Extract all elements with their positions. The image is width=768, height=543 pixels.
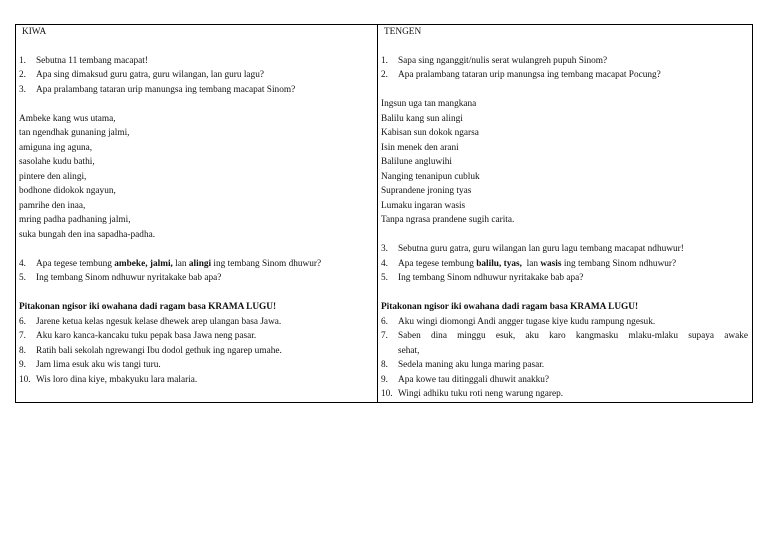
question-item: 4. Apa tegese tembung ambeke, jalmi, lan alingi ing tembang Sinom dhuwur? bbox=[19, 257, 374, 272]
question-item: 6. Jarene ketua kelas ngesuk kelase dhewek arep ulangan basa Jawa. bbox=[19, 316, 282, 327]
question-item: 9. Jam lima esuk aku wis tangi turu. bbox=[19, 360, 161, 370]
question-item: 1. Sapa sing nganggit/nulis serat wulangreh pupuh Sinom? bbox=[381, 55, 608, 66]
poem-line: Suprandene jroning tyas bbox=[381, 186, 472, 196]
poem-line: pintere den alingi, bbox=[19, 171, 87, 182]
poem-line: tan ngendhak gunaning jalmi, bbox=[19, 128, 130, 138]
poem-line: Ingsun uga tan mangkana bbox=[381, 99, 477, 109]
poem-line: Lumaku ingaran wasis bbox=[381, 200, 466, 211]
question-continuation: sehat, bbox=[398, 345, 420, 356]
poem-line: mring padha padhaning jalmi, bbox=[19, 215, 131, 225]
question-item: 4. Apa tegese tembung balilu, tyas, lan wasis ing tembang Sinom ndhuwur? bbox=[381, 257, 748, 272]
poem-line: pamrihe den inaa, bbox=[19, 200, 86, 211]
poem-line: suka bungah den ina sapadha-padha. bbox=[19, 229, 156, 240]
right-column bbox=[378, 25, 752, 402]
question-item: 7. Saben dina minggu esuk, aku karo kangmasku mlaku-mlaku supaya awake bbox=[381, 331, 748, 341]
question-item: 5. Ing tembang Sinom ndhuwur nyritakake bab apa? bbox=[381, 273, 584, 283]
question-text: Apa tegese tembung balilu, tyas, lan wasis ing tembang Sinom ndhuwur? bbox=[398, 258, 677, 269]
question-item: 3. Apa pralambang tataran urip manungsa ing tembang macapat Sinom? bbox=[19, 84, 296, 95]
poem-sinom bbox=[381, 97, 748, 228]
poem-line: Isin menek den arani bbox=[381, 142, 459, 153]
poem-line: Nanging tenanipun cubluk bbox=[381, 171, 480, 182]
poem-line: Balilu kang sun alingi bbox=[381, 113, 463, 124]
question-item: 8. Ratih bali sekolah ngrewangi Ibu dodol gethuk ing ngarep umahe. bbox=[19, 345, 282, 356]
question-item: 10. Wingi adhiku tuku roti neng warung ngarep. bbox=[381, 389, 564, 399]
question-item: 2. Apa pralambang tataran urip manungsa ing tembang macapat Pocung? bbox=[381, 70, 661, 80]
poem-line: amiguna ing aguna, bbox=[19, 142, 93, 153]
poem-line: Balilune angluwihi bbox=[381, 157, 453, 167]
question-item: 6. Aku wingi diomongi Andi angger tugase kiye kudu rampung ngesuk. bbox=[381, 316, 656, 327]
column-heading-kiwa: KIWA bbox=[22, 27, 47, 37]
question-item: 9. Apa kowe tau ditinggali dhuwit anakku? bbox=[381, 374, 550, 385]
poem-line: sasolahe kudu bathi, bbox=[19, 157, 95, 167]
question-text: Apa tegese tembung ambeke, jalmi, lan alingi ing tembang Sinom dhuwur? bbox=[36, 258, 322, 269]
poem-line: Kabisan sun dokok ngarsa bbox=[381, 128, 479, 138]
question-item: 5. Ing tembang Sinom ndhuwur nyritakake bab apa? bbox=[19, 273, 222, 283]
question-item: 10. Wis loro dina kiye, mbakyuku lara malaria. bbox=[19, 374, 198, 385]
question-item: 3. Sebutna guru gatra, guru wilangan lan guru lagu tembang macapat ndhuwur! bbox=[381, 244, 684, 254]
question-item: 1. Sebutna 11 tembang macapat! bbox=[19, 55, 148, 66]
question-item: 2. Apa sing dimaksud guru gatra, guru wilangan, lan guru lagu? bbox=[19, 70, 264, 80]
question-item: 7. Aku karo kanca-kancaku tuku pepak basa Jawa neng pasar. bbox=[19, 331, 257, 341]
krama-heading: Pitakonan ngisor iki owahana dadi ragam basa KRAMA LUGU! bbox=[381, 302, 639, 312]
worksheet-table bbox=[15, 24, 753, 403]
question-item: 8. Sedela maning aku lunga maring pasar. bbox=[381, 360, 545, 370]
poem-line: Tanpa ngrasa prandene sugih carita. bbox=[381, 215, 515, 225]
left-column bbox=[16, 25, 378, 402]
krama-heading: Pitakonan ngisor iki owahana dadi ragam basa KRAMA LUGU! bbox=[19, 302, 277, 312]
poem-line: Ambeke kang wus utama, bbox=[19, 113, 116, 124]
poem-line: bodhone didokok ngayun, bbox=[19, 186, 116, 196]
column-heading-tengen: TENGEN bbox=[384, 27, 422, 37]
poem-sinom bbox=[19, 112, 374, 243]
